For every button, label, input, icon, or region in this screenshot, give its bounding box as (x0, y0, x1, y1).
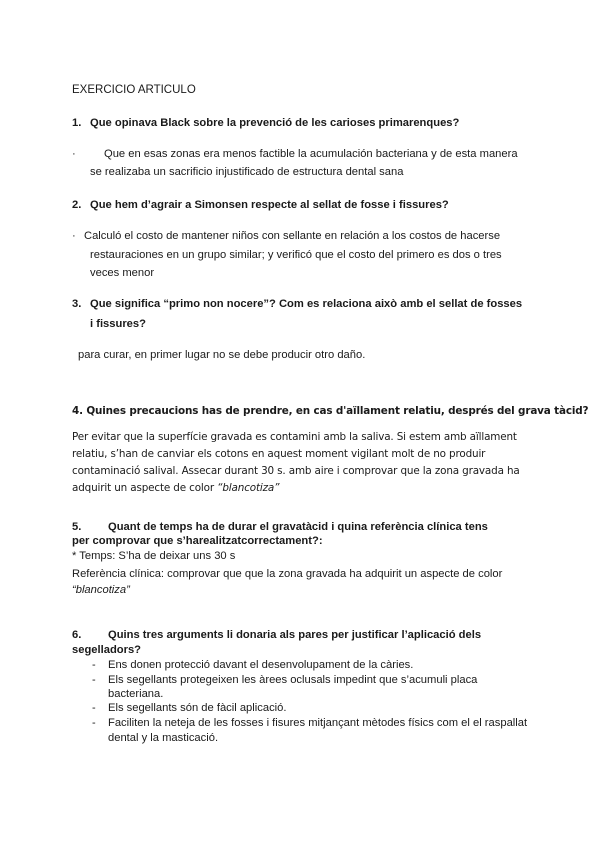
q6-item-3-dash: - (92, 702, 96, 714)
q4-question: 4. Quines precaucions has de prendre, en cas d'aïllament relatiu, després del grava tàcid? (72, 405, 589, 417)
q4-answer-line-4 (72, 481, 279, 495)
q5-answer-reference: Referència clínica: comprovar que que la zona gravada ha adquirit un aspecte de color (72, 568, 503, 580)
q6-item-1: Ens donen protecció davant el desenvolupament de la càries. (108, 659, 414, 671)
q4-answer-italic-term: “blancotiza” (217, 482, 280, 494)
q3-question-line-2: i fissures? (90, 318, 146, 330)
q4-answer-line-2: relatiu, s’han de canviar els cotons en aquest moment vigilant molt de no produir (72, 448, 486, 460)
q1-answer-line-1: Que en esas zonas era menos factible la acumulación bacteriana y de esta manera (104, 148, 518, 160)
q6-item-2-dash: - (92, 674, 96, 686)
q6-item-4-line-2: dental y la masticació. (108, 732, 219, 744)
q6-question-line-2: segelladors? (72, 644, 142, 656)
q6-item-2-line-1: Els segellants protegeixen les àrees oclusals impedint que s’acumuli placa (108, 674, 478, 686)
q5-question-line-2: per comprovar que s’harealitzatcorrectament?: (72, 535, 323, 547)
q6-item-4-line-1: Faciliten la neteja de les fosses i fisures mitjançant mètodes físics com el el raspallat (108, 717, 528, 729)
q5-answer-italic-term: “blancotiza” (72, 584, 130, 596)
q5-answer-time: * Temps: S’ha de deixar uns 30 s (72, 550, 236, 562)
q1-bullet: · (72, 148, 76, 160)
q5-number: 5. (72, 521, 82, 533)
q3-number: 3. (72, 298, 82, 310)
q6-item-1-dash: - (92, 659, 96, 671)
q2-number: 2. (72, 199, 82, 211)
q3-answer: para curar, en primer lugar no se debe producir otro daño. (78, 349, 366, 361)
q6-item-4-dash: - (92, 717, 96, 729)
q1-number: 1. (72, 117, 82, 129)
q6-question-line-1: Quins tres arguments li donaria als pares per justificar l’aplicació dels (108, 629, 482, 641)
q2-answer-line-2: restauraciones en un grupo similar; y verificó que el costo del primero es dos o tres (90, 249, 502, 261)
q6-item-3: Els segellants són de fàcil aplicació. (108, 702, 287, 714)
q4-answer-line-4-text: adquirit un aspecte de color (72, 482, 218, 494)
q2-bullet: · (72, 230, 76, 242)
q5-question-line-1: Quant de temps ha de durar el gravatàcid i quina referència clínica tens (108, 521, 488, 533)
q1-answer-line-2: se realizaba un sacrificio injustificado de estructura dental sana (90, 166, 404, 178)
q4-answer-line-1: Per evitar que la superfície gravada es contamini amb la saliva. Si estem amb aïllament (72, 431, 517, 443)
q4-answer-line-3: contaminació salival. Assecar durant 30 s. amb aire i comprovar que la zona gravada ha (72, 465, 520, 477)
q2-answer-line-3: veces menor (90, 267, 155, 279)
q6-item-2-line-2: bacteriana. (108, 688, 164, 700)
document-title: EXERCICIO ARTICULO (72, 84, 196, 96)
q3-question-line-1: Que significa “primo non nocere”? Com es relaciona això amb el sellat de fosses (90, 298, 523, 310)
q6-number: 6. (72, 629, 82, 641)
q2-answer-line-1: Calculó el costo de mantener niños con sellante en relación a los costos de hacerse (84, 230, 501, 242)
q1-question: Que opinava Black sobre la prevenció de les carioses primarenques? (90, 117, 460, 129)
q2-question: Que hem d’agrair a Simonsen respecte al sellat de fosse i fissures? (90, 199, 449, 211)
